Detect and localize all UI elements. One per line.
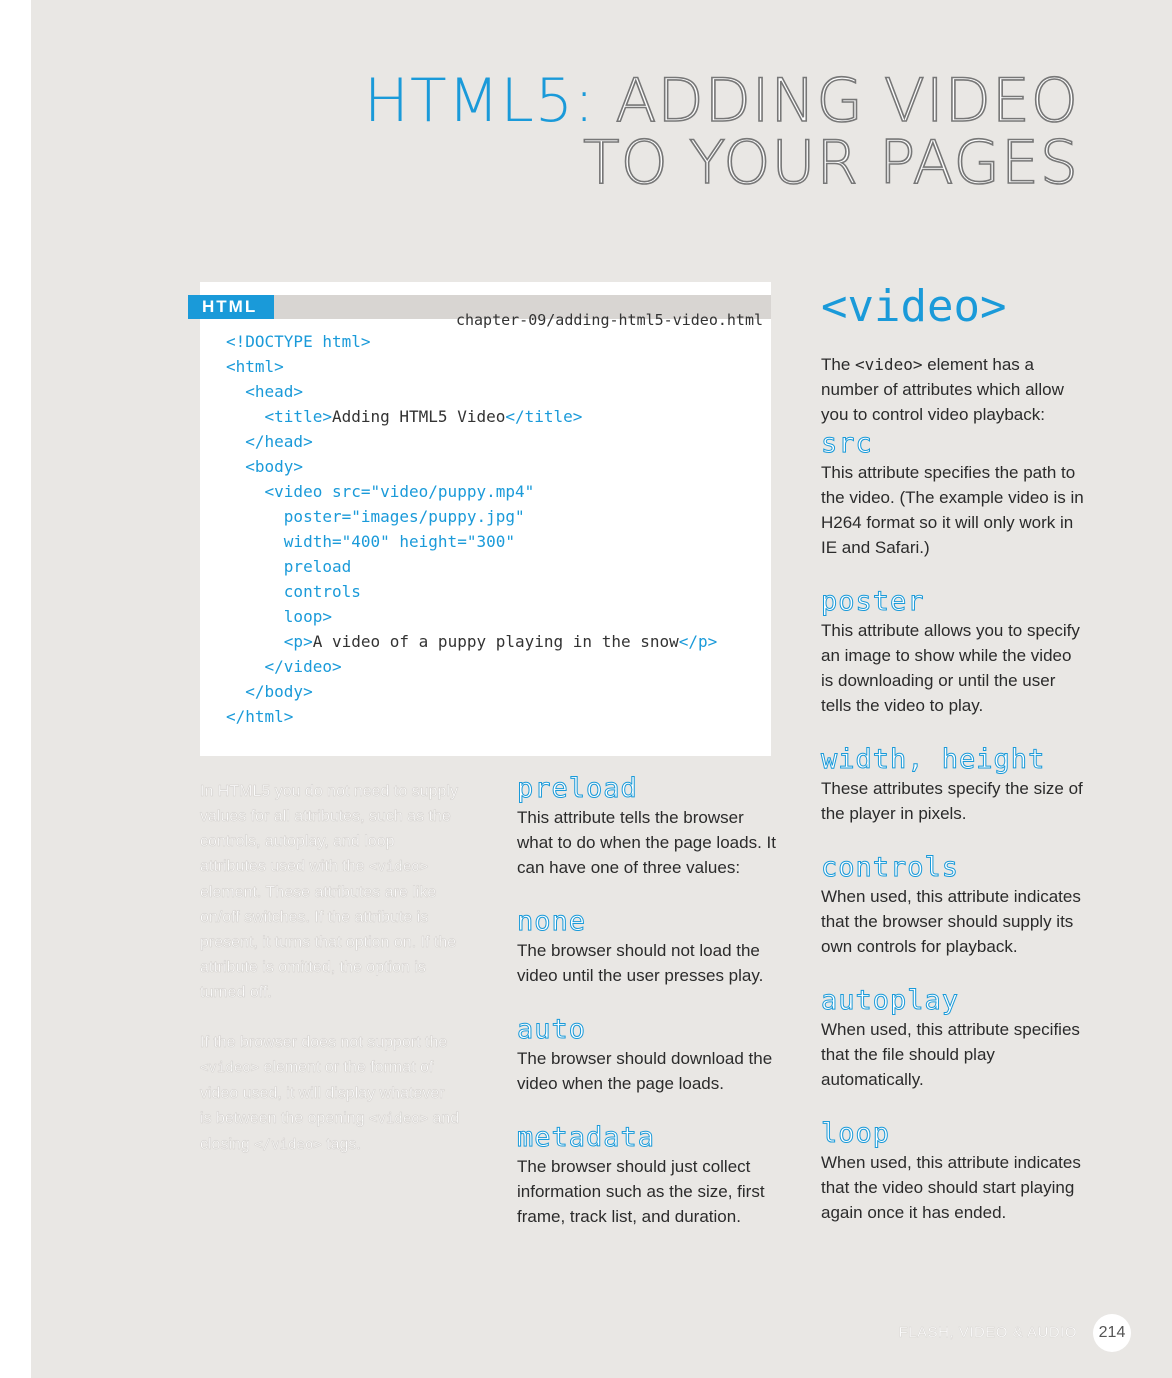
code-line [226,504,717,529]
code-language-tag: HTML [188,295,274,319]
attr-desc: This attribute specifies the path to the video. (The example video is in H264 format so it will only work in IE and Safari.) [821,463,1084,557]
attr-src [821,427,1086,560]
code-token: <!DOCTYPE html> [226,332,371,351]
code-token: </p> [678,632,718,651]
code-line [226,604,717,629]
attr-auto [517,1013,777,1096]
code-line [226,529,717,554]
code-line [226,629,717,654]
attr-name: autoplay [821,985,960,1016]
attr-controls [821,851,1086,959]
title-line-2: TO YOUR PAGES [582,128,1079,198]
code-header-bar [200,295,771,329]
code-token: </head> [226,432,313,451]
page-number: 214 [1093,1314,1131,1352]
attr-preload [517,772,777,880]
attr-desc: When used, this attribute indicates that the video should start playing again once it has ended. [821,1153,1081,1222]
code-token: <html> [226,357,284,376]
code-token: width="400" height="300" [226,532,515,551]
note-paragraph-1 [200,779,460,1005]
code-panel [200,282,771,756]
attr-name: poster [821,586,925,617]
code-line [226,354,717,379]
attr-name: auto [517,1014,587,1045]
code-line [226,429,717,454]
note-text: and closing [200,1110,460,1153]
code-line [226,329,717,354]
code-line [226,479,717,504]
attr-desc: When used, this attribute specifies that the file should play automatically. [821,1020,1080,1089]
code-token: <title> [226,407,332,426]
attr-desc: The browser should not load the video until the user presses play. [517,941,764,985]
attr-name: src [821,428,873,459]
video-element-heading: <video> [821,281,1007,332]
attr-none [517,905,777,988]
sidebar-note [200,779,460,1183]
code-token: <video src="video/puppy.mp4" [226,482,535,501]
title-html5: HTML5: [363,66,596,136]
attr-name: preload [517,773,638,804]
code-token: preload [226,557,352,576]
code-line [226,554,717,579]
code-token: A video of a puppy playing in the snow [312,632,679,651]
attr-poster [821,585,1086,718]
attr-metadata [517,1121,777,1229]
attr-loop [821,1117,1086,1225]
attr-name: loop [821,1118,891,1149]
note-text: tags. [321,1136,361,1153]
code-token: </html> [226,707,294,726]
code-token: <body> [226,457,304,476]
code-line [226,704,717,729]
note-text: In HTML5 you do not need to supply values for all attributes, such as the controls, autoplay, and loop attributes used with the [200,783,458,875]
attr-desc: This attribute tells the browser what to do when the page loads. It can have one of three values: [517,808,776,877]
code-line [226,654,717,679]
code-filepath: chapter-09/adding-html5-video.html [455,311,763,329]
note-code: </video> [254,1137,322,1153]
code-listing [226,329,717,729]
page-title [363,66,1079,198]
code-token: </body> [226,682,313,701]
code-line [226,379,717,404]
code-token: </video> [226,657,342,676]
code-line [226,579,717,604]
attr-desc: This attribute allows you to specify an image to show while the video is downloading or until the user tells the video to play. [821,621,1080,715]
code-token: loop> [226,607,332,626]
code-line [226,404,717,429]
attr-desc: When used, this attribute indicates that the browser should supply its own controls for playback. [821,887,1081,956]
attr-name: controls [821,852,960,883]
code-line [226,679,717,704]
attr-desc: The browser should download the video when the page loads. [517,1049,773,1093]
attr-name: none [517,906,587,937]
code-token: <head> [226,382,304,401]
note-code: <video> [368,859,428,875]
code-token: poster="images/puppy.jpg" [226,507,525,526]
code-token: </title> [505,407,583,426]
attr-autoplay [821,984,1086,1092]
title-line-1 [363,66,1079,136]
middle-column [517,772,777,1254]
intro-text: element has a number of attributes which allow you to control video playback: [821,355,1064,424]
footer-section: FLASH, VIDEO & AUDIO [898,1324,1077,1341]
note-paragraph-2 [200,1030,460,1158]
right-column [821,282,1086,1250]
note-code: <video> [369,1111,429,1127]
attr-desc: The browser should just collect information such as the size, first frame, track list, and duration. [517,1157,765,1226]
video-intro [821,352,1086,427]
attr-name: width, height [821,744,1046,775]
intro-code: <video> [855,355,923,374]
code-token: Adding HTML5 Video [331,407,506,426]
code-token: controls [226,582,361,601]
note-code: <video> [200,1060,260,1076]
attr-width-height [821,743,1086,826]
note-text: element. These attributes are like on/off switches. If the attribute is present, it turns that option on. If the attribute is omitted, the option is turned off. [200,884,457,1001]
code-line [226,454,717,479]
note-text: element or the format of video used, it will display whatever is between the opening [200,1059,445,1127]
note-text: If the browser does not support the [200,1034,448,1051]
attr-desc: These attributes specify the size of the player in pixels. [821,779,1083,823]
title-line1-text: ADDING VIDEO [615,66,1079,136]
code-token: <p> [226,632,313,651]
attr-name: metadata [517,1122,656,1153]
intro-text: The [821,355,856,374]
